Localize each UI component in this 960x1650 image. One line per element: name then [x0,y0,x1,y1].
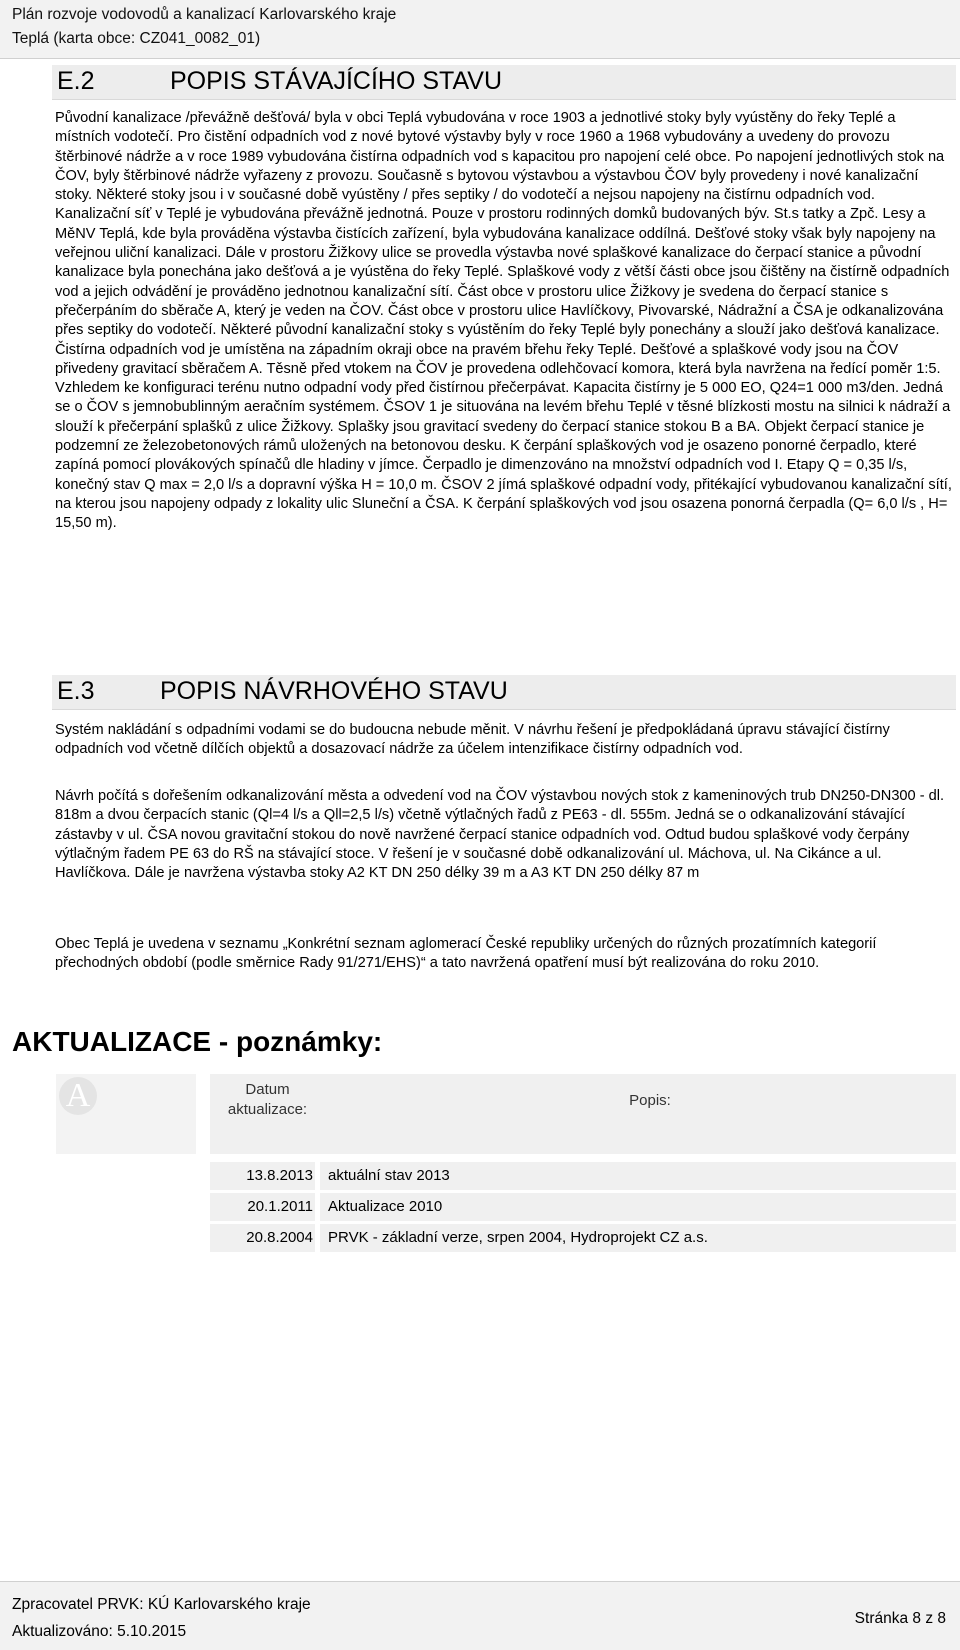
update-description: PRVK - základní verze, srpen 2004, Hydroprojekt CZ a.s. [328,1229,708,1246]
updates-title: AKTUALIZACE - poznámky: [12,1026,383,1057]
column-header-description: Popis: [629,1092,671,1109]
section-e2-text: Původní kanalizace /převážně dešťová/ byla v obci Teplá vybudována v roce 1903 a jednotlivé stoky byly vyústěny do řeky Teplé a místních vodotečí. Pro čistění odpadních vod z nové bytové výstavby byly v roce 1960 a 1968 vybudovány a uvedeny do provozu štěrbinové nádrže a v roce 1989 vybudována čistírna odpadních vod s kapacitou pro napojení celé obce. Po napojení jednotlivých stok na ČOV, byly štěrbinové nádrže vyřazeny z provozu. Současně s bytovou výstavbou a výstavbou ČOV byly provedeny i nové kanalizační stoky. Některé stoky jsou i v současné době vyústěny / přes septiky / do vodotečí a nejsou napojeny na čistírnu odpadních vod. Kanalizační síť v Teplé je vybudována převážně jednotná. Pouze v prostoru rodinných domků budovaných býv. St.s tatky a Zpč. Lesy a MěNV Teplá, kde byla prováděna výstavba čistících zařízení, byla vybudována kanalizace oddílná. Dešťové stoky však byly napojeny na veřejnou uliční kanalizaci. Dále v prostoru Žižkovy ulice se provedla výstavba nové splaškové kanalizace do čerpací stanice a původní kanalizace byla ponechána jako dešťová a je vyústěna do řeky Teplé. Splaškové vody z větší části obce jsou čištěny na čistírně odpadních vod a jejich odvádění je prováděno jednotnou kanalizační sítí. Část obce v prostoru ulice Žižkovy je svedena do čerpací stanice s přečerpáním do sběrače A, který je veden na ČOV. Část obce v prostoru ulice Havlíčkovy, Pivovarské, Nádražní a ČSA je odkanalizována přes septiky do vodotečí. Některé původní kanalizační stoky s vyústěním do řeky Teplé byly ponechány a slouží jako dešťová kanalizace. Čistírna odpadních vod je umístěna na západním okraji obce na pravém břehu řeky Teplé. Dešťové a splaškové vody jsou na ČOV přivedeny gravitací sběračem A. Těsně před vtokem na ČOV je provedena odlehčovací komora, která byla navržena na ředící poměr 1:5. Vzhledem ke konfiguraci terénu nutno odpadní vody před čistírnou přečerpávat. Kapacita čistírny je 5 000 EO, Q24=1 000 m3/den. Jedná se o ČOV s jemnobublinným aeračním systémem. ČSOV 1 je situována na levém břehu Teplé v těsné blízkosti mostu na silnici k nádraží a slouží k přečerpání splašků z ulice Žižkovy. Splašky jsou gravitací svedeny do čerpací stanice stokou B a BA. Objekt čerpací stanice je podzemní ze železobetonových rámů uložených na betonovou desku. K čerpání splaškových vod je osazeno ponorné čerpadlo, které zapíná pomocí plovákových spínačů dle hladiny v jímce. Čerpadlo je dimenzováno na množství odpadních vod I. Etapy Q = 0,35 l/s, konečný stav Q max = 2,0 l/s a dopravní výška H = 10,0 m. ČSOV 2 jímá splaškové odpadní vody, přitékající vybudovanou kanalizační sítí, na kterou jsou napojeny odpady z lokality ulic Sluneční a ČSA. K čerpání splaškových vod jsou osazena ponorná čerpadla (Q= 6,0 l/s , H= 15,50 m). [55,110,952,532]
table-row [210,1224,956,1252]
letter-a-icon: A [59,1077,97,1115]
section-e3-paragraph-1: Systém nakládání s odpadními vodami se do budoucna nebude měnit. V návrhu řešení je předpokládaná úpravu stávající čistírny odpadních vod včetně dílčích objektů a dosazovací nádrže za účelem intenzifikace čistírny odpadních vod. [55,722,890,758]
section-number: E.2 [57,67,95,95]
update-description: aktuální stav 2013 [328,1167,450,1184]
update-date: 20.1.2011 [247,1198,313,1215]
section-e3-paragraph-2: Návrh počítá s dořešením odkanalizování města a odvedení vod na ČOV výstavbou nových stok z kameninových trub DN250-DN300 - dl. 818m a dvou čerpacích stanic (Ql=4 l/s a Qll=2,5 l/s) včetně výtlačných řadů z PE63 - dl. 555m. Jedná se o odkanalizování stávající zástavby v ul. ČSA novou gravitační stokou do nově navržené čerpací stanice odpadních vod. Odtud budou splaškové vody čerpány výtlačným řadem PE 63 do RŠ na stávající stoce. V řešení je v současné době odkanalizování ul. Máchova, ul. Na Cikánce a ul. Havlíčkova. Dále je navržena výstavba stoky A2 KT DN 250 délky 39 m a A3 KT DN 250 délky 87 m [55,788,945,882]
column-header-date: Datum aktualizace: [227,1081,308,1118]
table-row [210,1193,956,1221]
page-footer [0,1581,960,1650]
header-subtitle: Teplá (karta obce: CZ041_0082_01) [12,30,261,47]
page-header [0,0,960,59]
section-heading-e3 [52,675,956,710]
section-heading-e2 [52,65,956,100]
update-date: 13.8.2013 [246,1167,313,1184]
section-number: E.3 [57,677,95,705]
page-number: Stránka 8 z 8 [854,1610,946,1627]
table-row [210,1162,956,1190]
footer-updated: Aktualizováno: 5.10.2015 [12,1623,187,1640]
header-title: Plán rozvoje vodovodů a kanalizací Karlovarského kraje [12,6,397,23]
footer-processor: Zpracovatel PRVK: KÚ Karlovarského kraje [12,1596,311,1613]
section-title: POPIS STÁVAJÍCÍHO STAVU [170,67,503,95]
section-e3-paragraph-3: Obec Teplá je uvedena v seznamu „Konkrétní seznam aglomerací České republiky určených do různých prozatímních kategorií přechodných období (podle směrnice Rady 91/271/EHS)“ a tato navržená opatření musí být realizována do roku 2010. [55,936,877,972]
update-description: Aktualizace 2010 [328,1198,443,1215]
update-date: 20.8.2004 [246,1229,313,1246]
section-title: POPIS NÁVRHOVÉHO STAVU [160,677,508,705]
updates-logo [56,1074,196,1154]
